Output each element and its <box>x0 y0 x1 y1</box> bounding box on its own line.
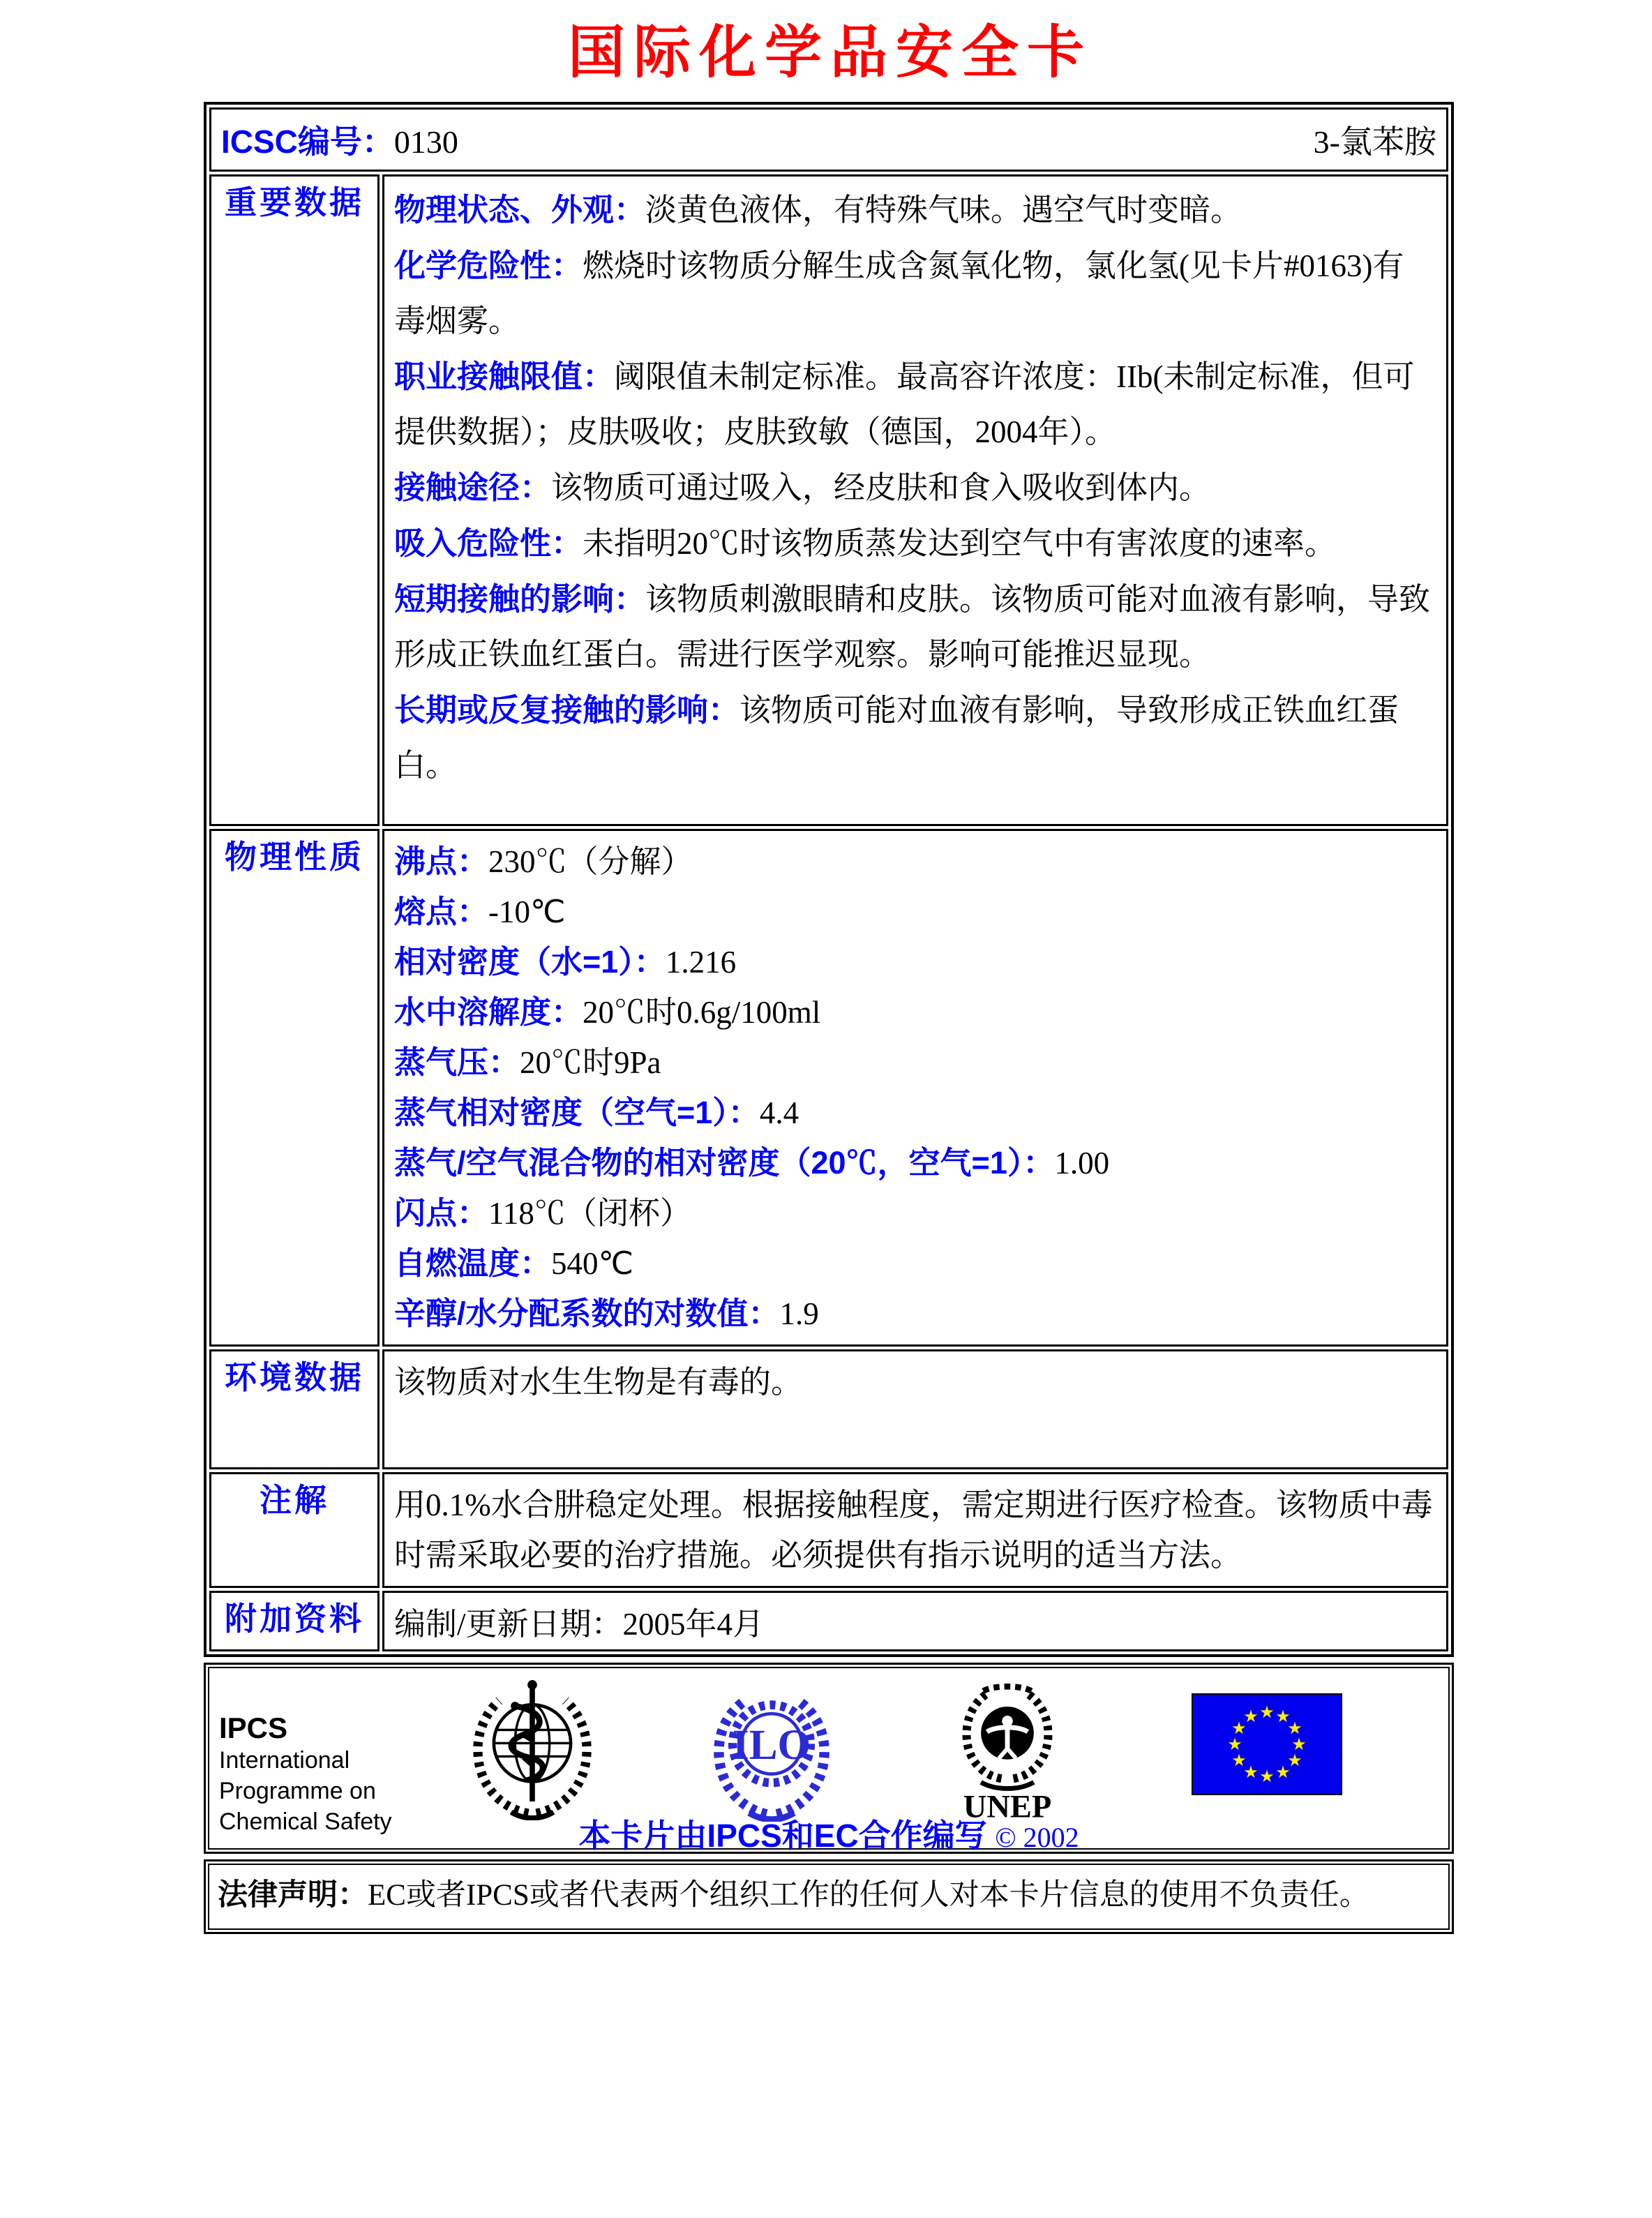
ilo-logo-icon <box>709 1684 834 1825</box>
unep-letters: UNEP <box>963 1789 1052 1823</box>
additional-info-content: 编制/更新日期：2005年4月 <box>382 1591 1448 1651</box>
physical-item: 相对密度（水=1）：1.216 <box>394 944 737 980</box>
physical-properties-row <box>209 829 1448 1347</box>
card-container <box>204 0 1457 1934</box>
ilo-letters: ILO <box>732 1721 811 1769</box>
legal-notice-box <box>204 1859 1454 1934</box>
unep-logo-icon <box>947 1677 1067 1827</box>
physical-item: 蒸气压：20℃时9Pa <box>394 1044 661 1080</box>
important-item: 物理状态、外观：淡黄色液体，有特殊气味。遇空气时变暗。 <box>394 192 1242 227</box>
who-logo-icon <box>466 1677 599 1824</box>
page-title: 国际化学品安全卡 <box>567 21 1092 84</box>
icsc-number-value: 0130 <box>393 124 458 160</box>
important-item: 短期接触的影响：该物质刺激眼睛和皮肤。该物质可能对血液有影响，导致形成正铁血红蛋白。需进行医学观察。影响可能推迟显现。 <box>394 581 1431 672</box>
svg-text:★: ★ <box>1287 1751 1302 1770</box>
svg-text:★: ★ <box>1275 1707 1291 1726</box>
section-label-physical: 物理性质 <box>209 829 380 1347</box>
physical-item: 辛醇/水分配系数的对数值：1.9 <box>394 1296 819 1331</box>
notes-row <box>209 1472 1448 1588</box>
important-item: 化学危险性：燃烧时该物质分解生成含氮氧化物，氯化氢(见卡片#0163)有毒烟雾。 <box>394 248 1404 338</box>
important-item: 接触途径：该物质可通过吸入，经皮肤和食入吸收到体内。 <box>394 470 1211 505</box>
svg-text:★: ★ <box>1259 1702 1275 1722</box>
copyright-text: © 2002 <box>995 1822 1079 1853</box>
svg-text:★: ★ <box>1243 1707 1259 1726</box>
legal-notice-label: 法律声明： <box>218 1878 368 1912</box>
svg-text:★: ★ <box>1275 1762 1291 1782</box>
svg-text:★: ★ <box>1227 1734 1242 1754</box>
physical-properties-content <box>382 829 1448 1347</box>
section-label-environment: 环境数据 <box>209 1349 380 1469</box>
additional-info-row <box>209 1591 1448 1651</box>
icsc-card-table <box>204 102 1454 1657</box>
svg-text:★: ★ <box>1231 1718 1247 1738</box>
icsc-number-label: ICSC编号： <box>221 123 394 160</box>
physical-item: 水中溶解度：20℃时0.6g/100ml <box>394 994 821 1030</box>
physical-item: 沸点：230℃（分解） <box>394 844 693 879</box>
important-item: 吸入危险性：未指明20℃时该物质蒸发达到空气中有害浓度的速率。 <box>394 525 1337 561</box>
important-item: 长期或反复接触的影响：该物质可能对血液有影响，导致形成正铁血红蛋白。 <box>394 692 1399 783</box>
ipcs-acronym: IPCS <box>219 1711 288 1744</box>
chemical-name: 3-氯苯胺 <box>1313 124 1436 160</box>
section-label-important-data: 重要数据 <box>209 174 380 826</box>
section-label-notes: 注解 <box>209 1472 380 1588</box>
header-row <box>209 107 1448 172</box>
physical-item: 熔点：-10℃ <box>394 894 566 929</box>
section-label-additional: 附加资料 <box>209 1591 380 1651</box>
important-data-content <box>382 174 1448 826</box>
cooperation-caption: 本卡片由IPCS和EC合作编写 © 2002 <box>578 1818 1079 1854</box>
important-data-row <box>209 174 1448 826</box>
physical-item: 闪点：118℃（闭杯） <box>394 1195 691 1231</box>
physical-item: 蒸气相对密度（空气=1）：4.4 <box>394 1095 799 1130</box>
legal-notice-text: EC或者IPCS或者代表两个组织工作的任何人对本卡片信息的使用不负责任。 <box>368 1879 1369 1912</box>
svg-text:★: ★ <box>1259 1767 1275 1786</box>
environment-row <box>209 1349 1448 1469</box>
environment-content: 该物质对水生生物是有毒的。 <box>382 1349 1448 1469</box>
svg-text:★: ★ <box>1291 1734 1307 1754</box>
ipcs-text-block: IPCS International Programme on Chemical Safety <box>219 1711 402 1837</box>
svg-text:★: ★ <box>1243 1762 1259 1782</box>
svg-text:★: ★ <box>1287 1718 1302 1738</box>
physical-item: 蒸气/空气混合物的相对密度（20℃，空气=1）：1.00 <box>394 1145 1110 1181</box>
notes-content: 用0.1%水合肼稳定处理。根据接触程度，需定期进行医疗检查。该物质中毒时需采取必要的治疗措施。必须提供有指示说明的适当方法。 <box>382 1472 1448 1588</box>
eu-flag-icon <box>1192 1693 1342 1799</box>
important-item: 职业接触限值：阈限值未制定标准。最高容许浓度：IIb(未制定标准，但可提供数据）；皮肤吸收；皮肤致敏（德国，2004年）。 <box>394 359 1415 449</box>
footer-logos-box <box>204 1663 1454 1854</box>
icsc-number <box>221 117 458 163</box>
physical-item: 自燃温度：540℃ <box>394 1245 634 1281</box>
svg-text:★: ★ <box>1231 1751 1247 1770</box>
